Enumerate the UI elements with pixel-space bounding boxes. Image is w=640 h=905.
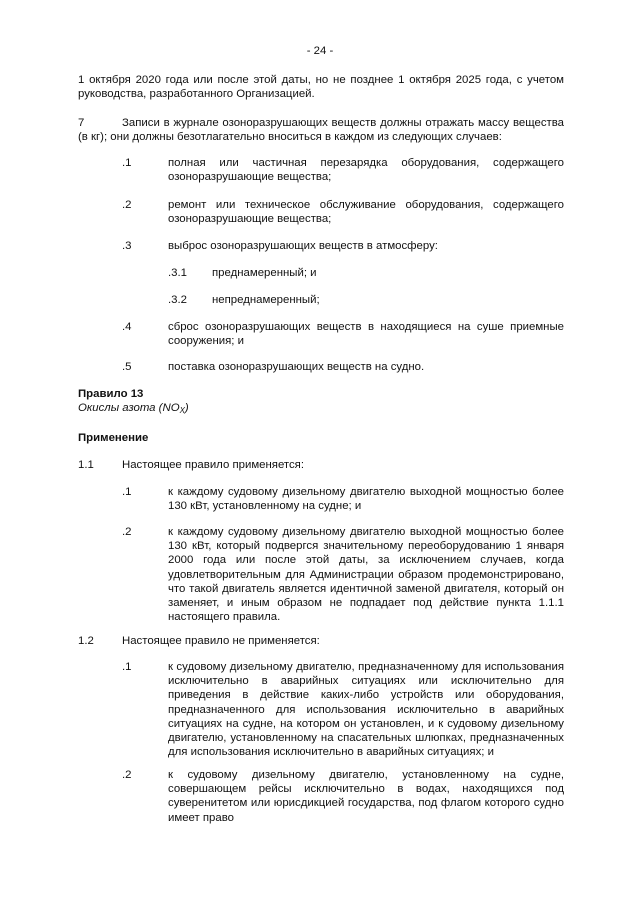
sublist-item-text: преднамеренный; и xyxy=(212,267,317,279)
list-item-number: .2 xyxy=(122,769,132,781)
list-item-text: сброс озоноразрушающих веществ в находящиеся на суше приемные сооружения; и xyxy=(168,321,564,348)
list-item-text: ремонт или техническое обслуживание оборудования, содержащего озоноразрушающие вещества; xyxy=(168,199,564,226)
para-7-text: Записи в журнале озоноразрушающих веществ должны отражать массу вещества (в кг); они должны безотлагательно вноситься в каждом из следующих случаев: xyxy=(78,117,564,144)
page-number: - 24 - xyxy=(306,45,334,57)
sublist-item-number: .3.1 xyxy=(168,267,187,279)
section-number-1-1: 1.1 xyxy=(78,459,94,471)
list-item-text: полная или частичная перезарядка оборудования, содержащего озоноразрушающие вещества; xyxy=(168,157,564,184)
rule-title: Правило 13 xyxy=(78,388,144,400)
list-item-number: .1 xyxy=(122,157,132,169)
list-item-number: .2 xyxy=(122,526,132,538)
section-text-1-2: Настоящее правило не применяется: xyxy=(122,635,320,647)
list-item-number: .3 xyxy=(122,240,132,252)
list-item-number: .4 xyxy=(122,321,132,333)
list-item-number: .1 xyxy=(122,661,132,673)
list-item-text: поставка озоноразрушающих веществ на судно. xyxy=(168,361,425,373)
sublist-item-text: непреднамеренный; xyxy=(212,294,320,306)
section-heading-application: Применение xyxy=(78,432,149,444)
intro-paragraph: 1 октября 2020 года или после этой даты, но не позднее 1 октября 2025 года, с учетом руководства, разработанного Организацией. xyxy=(78,74,564,101)
list-item-text: к каждому судовому дизельному двигателю выходной мощностью более 130 кВт, который подвергся значительному переоборудованию 1 января 2000 года или после этой даты, за исключением случаев, когда удовлетворительным для Администрации образом продемонстрировано, что такой двигатель является идентичной заменой двигателя, который он заменяет, и иным образом не подпадает под действие пункта 1.1.1 настоящего правила. xyxy=(168,526,564,624)
section-number-1-2: 1.2 xyxy=(78,635,94,647)
list-item-text: выброс озоноразрушающих веществ в атмосферу: xyxy=(168,240,438,252)
list-item-number: .1 xyxy=(122,486,132,498)
section-text-1-1: Настоящее правило применяется: xyxy=(122,459,305,471)
list-item-text: к каждому судовому дизельному двигателю выходной мощностью более 130 кВт, установленному на судне; и xyxy=(168,486,564,513)
list-item-text: к судовому дизельному двигателю, предназначенному для использования исключительно в аварийных ситуациях или исключительно для приведения в действие каких-либо устройств или оборудования, предназначенного для использования исключительно в аварийных ситуациях на судне, на котором он установлен, и к судовому дизельному двигателю, установленному на спасательных шлюпках, предназначенных для использования исключительно в аварийных ситуациях; и xyxy=(168,661,564,759)
rule-subtitle: Окислы азота $(NO_X)$ xyxy=(78,402,189,415)
list-item-number: .5 xyxy=(122,361,132,373)
para-7-number: 7 xyxy=(78,117,85,129)
sublist-item-number: .3.2 xyxy=(168,294,187,306)
list-item-number: .2 xyxy=(122,199,132,211)
list-item-text: к судовому дизельному двигателю, установленному на судне, совершающем рейсы исключительно в водах, находящихся под суверенитетом или юрисдикцией государства, под флагом которого судно имеет право xyxy=(168,769,564,824)
